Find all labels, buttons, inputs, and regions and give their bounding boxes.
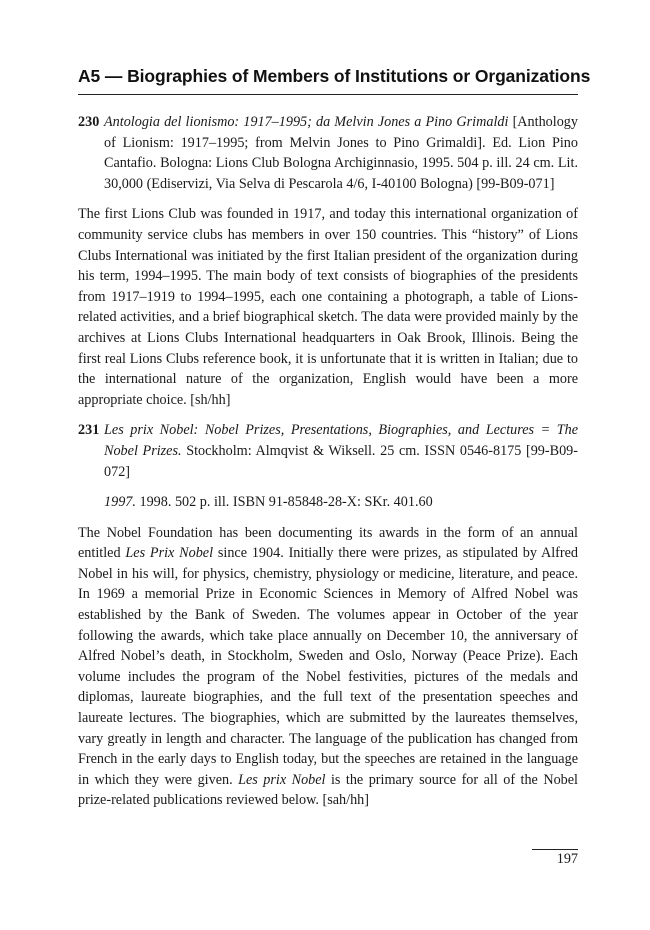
volume-details: 1998. 502 p. ill. ISBN 91-85848-28-X: SKr. 401.60 xyxy=(135,494,433,511)
entry-231-abstract xyxy=(78,523,578,811)
abstract-text: is the primary source for all of the Nobel prize-related publications reviewed below. [sah/hh] xyxy=(78,771,578,809)
entry-230-abstract: The first Lions Club was founded in 1917, and today this international organization of community service clubs has members in over 150 countries. This “history” of Lions Clubs International was initiated by the first Italian president of the organization during his term, 1994–1995. The main body of text consists of biographies of the presidents from 1917–1919 to 1994–1995, each one containing a photograph, a table of Lions-related activities, and a brief biographical sketch. The data were provided mainly by the archives at Lions Clubs International headquarters in Oak Brook, Illinois. Being the first real Lions Clubs reference book, it is unfortunate that it is written in Italian; due to the international nature of the organization, English would have been a more appropriate choice. [sh/hh] xyxy=(78,206,578,408)
entry-title: Antologia del lionismo: 1917–1995; da Melvin Jones a Pino Grimaldi xyxy=(104,114,509,130)
entry-number: 231 xyxy=(78,422,100,439)
entry-231 xyxy=(78,420,578,482)
footer-rule xyxy=(532,849,578,850)
entry-citation xyxy=(104,420,578,482)
entry-citation xyxy=(104,112,578,194)
entry-citation-details: [Anthology of Lionism: 1917–1995; from Melvin Jones to Pino Grimaldi]. Ed. Lion Pino Cantafio. Bologna: Lions Club Bologna Archiginnasio, 1995. 504 p. ill. 24 cm. Lit. 30,000 (Ediservizi, Via Selva di Pescarola 4/6, I-40100 Bologna) [99-B09-071] xyxy=(104,114,578,192)
entry-citation-details: Stockholm: Almqvist & Wiksell. 25 cm. ISSN 0546-8175 [99-B09-072] xyxy=(104,442,579,480)
header-rule xyxy=(78,94,578,95)
abstract-italic-title: Les Prix Nobel xyxy=(125,545,214,562)
entry-231-volume xyxy=(78,492,578,513)
abstract-text: since 1904. Initially there were prizes, as stipulated by Alfred Nobel in his will, for physics, chemistry, physiology or medicine, literature, and peace. In 1969 a memorial Prize in Economic Sciences in Memory of Alfred Nobel was established by the Bank of Sweden. The volumes appear in October of the year following the awards, which take place annually on December 10, the anniversary of Alfred Nobel’s death, in Stockholm, Sweden and Oslo, Norway (Peace Prize). Each volume includes the program of the Nobel festivities, pictures of the medals and diplomas, laureate biographies, and the full text of the presentation speeches and laureate lectures. The biographies, which are submitted by the laureates themselves, vary greatly in length and character. The language of the publication has changed from French in the early days to English today, but the speeches are retained in the language in which they were given. xyxy=(78,545,578,788)
abstract-italic-title: Les prix Nobel xyxy=(238,771,326,788)
entry-title: Les prix Nobel: Nobel Prizes, Presentations, Biographies, and Lectures = The Nobel Prizes. xyxy=(104,422,578,459)
abstract-text: The Nobel Foundation has been documenting its awards in the form of an annual entitled xyxy=(78,524,578,562)
entry-230 xyxy=(78,112,578,194)
page-content xyxy=(78,112,578,821)
page-number: 197 xyxy=(556,851,578,867)
running-header: A5 — Biographies of Members of Institutions or Organizations xyxy=(78,66,591,86)
volume-year: 1997. xyxy=(104,494,136,511)
entry-number: 230 xyxy=(78,114,100,130)
